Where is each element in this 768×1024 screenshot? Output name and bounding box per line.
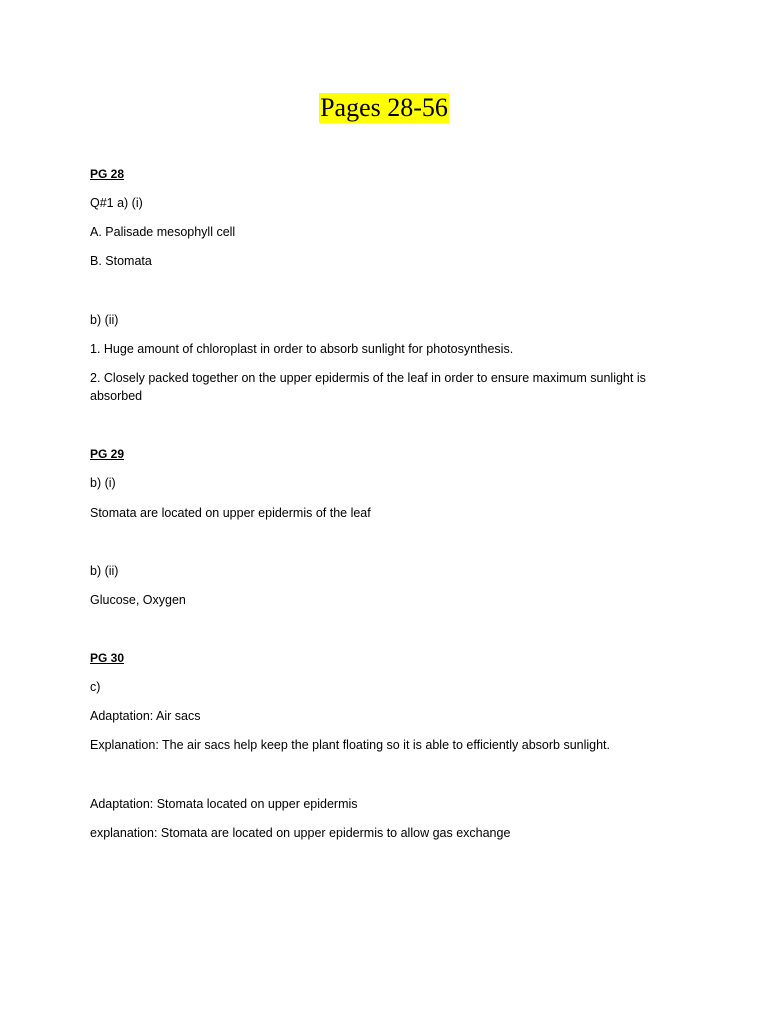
question-label: Q#1 a) (i) (90, 196, 143, 210)
section-heading-pg30: PG 30 (90, 651, 125, 665)
answer-line: Glucose, Oxygen (90, 593, 186, 607)
section-heading-pg28: PG 28 (90, 167, 125, 181)
answer-line: B. Stomata (90, 254, 152, 268)
question-label: b) (i) (90, 476, 116, 490)
question-label: b) (ii) (90, 564, 119, 578)
question-label: c) (90, 680, 101, 694)
answer-line: Adaptation: Stomata located on upper epidermis (90, 797, 358, 811)
answer-line: explanation: Stomata are located on upper epidermis to allow gas exchange (90, 826, 511, 840)
answer-line: 1. Huge amount of chloroplast in order to absorb sunlight for photosynthesis. (90, 342, 514, 356)
answer-line: Adaptation: Air sacs (90, 709, 201, 723)
section-heading-pg29: PG 29 (90, 447, 125, 461)
answer-line: A. Palisade mesophyll cell (90, 225, 236, 239)
page-title: Pages 28-56 (320, 93, 448, 122)
answer-line: 2. Closely packed together on the upper epidermis of the leaf in order to ensure maximum sunlight is absorbed (90, 371, 646, 403)
answer-line: Explanation: The air sacs help keep the plant floating so it is able to efficiently absorb sunlight. (90, 738, 610, 752)
title-wrapper (0, 93, 768, 123)
question-label: b) (ii) (90, 313, 119, 327)
answer-line: Stomata are located on upper epidermis of the leaf (90, 506, 371, 520)
